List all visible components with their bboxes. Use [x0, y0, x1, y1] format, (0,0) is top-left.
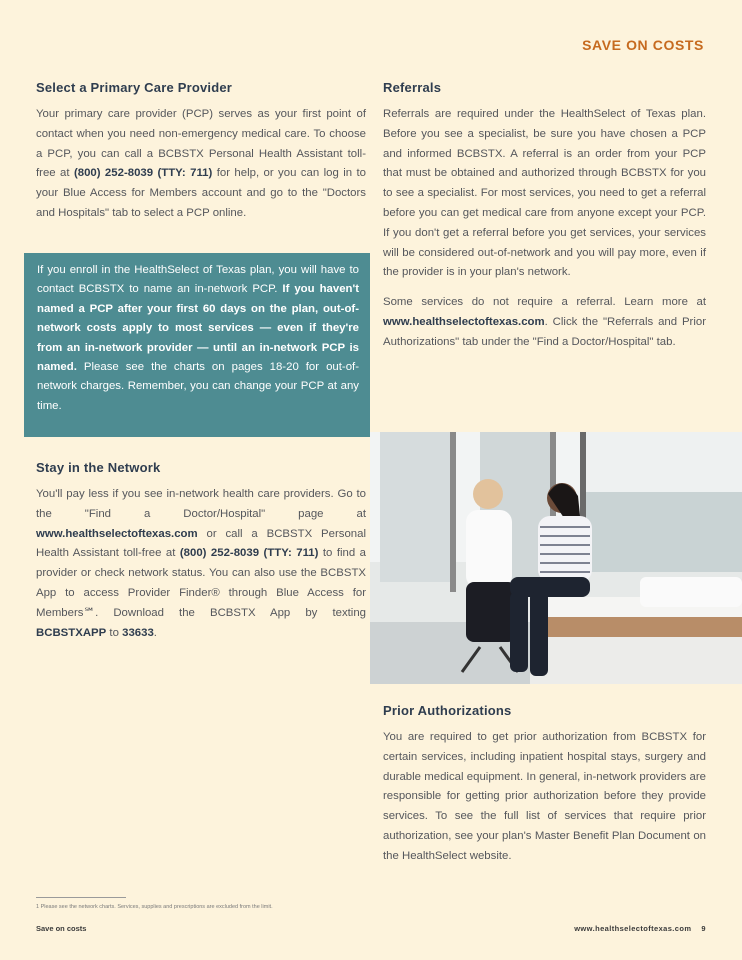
pcp-callout-box: [24, 253, 370, 437]
text-shortcode: 33633: [122, 626, 154, 639]
footer-right: [574, 924, 706, 933]
footnote-divider: [36, 897, 126, 898]
section-label: SAVE ON COSTS: [582, 37, 704, 53]
page-number: 9: [701, 924, 706, 933]
referrals-paragraph-1: Referrals are required under the HealthSelect of Texas plan. Before you see a specialist, be sure you have chosen a PCP and informed BCBSTX. A referral is an order from your PCP that must be obtained and authorized through BCBSTX for you to see a specialist. For most services, you need to get a referral before you can get medical care from anyone except your PCP. If you don't get a referral before you get services, your services will be considered out-of-network and you will pay more, even if the provider is in your plan's network.: [383, 108, 706, 279]
referrals-heading: Referrals: [383, 80, 442, 95]
prior-auth-section: [383, 703, 706, 867]
referrals-section: [383, 80, 706, 353]
website-link[interactable]: www.healthselectoftexas.com: [383, 315, 545, 328]
prior-auth-heading: Prior Authorizations: [383, 703, 512, 718]
footer-website-link[interactable]: www.healthselectoftexas.com: [574, 924, 692, 933]
footer-section-name: Save on costs: [36, 924, 87, 933]
network-heading: Stay in the Network: [36, 460, 161, 475]
referrals-paragraph-2: Some services do not require a referral. Learn more at www.healthselectoftexas.com. Click the "Referrals and Prior Authorizations" tab under the "Find a Doctor/Hospital" tab.: [383, 296, 706, 348]
network-paragraph: You'll pay less if you see in-network health care providers. Go to the "Find a Doctor/Hospital" page at www.healthselectoftexas.com or call a BCBSTX Personal Health Assistant toll-free at (800) 252-8039 (TTY: 711) to find a provider or check network status. You can also use the BCBSTX App to access Provider Finder® through Blue Access for Members℠. Download the BCBSTX App by texting BCBSTXAPP to 33633.: [36, 488, 366, 639]
callout-bold-text: If you haven't named a PCP after your first 60 days on the plan, out-of-network costs apply to most services — even if they're from an in-network provider — until an in-network PCP is named.: [37, 283, 359, 374]
primary-care-paragraph: Your primary care provider (PCP) serves as your first point of contact when you need non-emergency medical care. To choose a PCP, you can call a BCBSTX Personal Health Assistant toll-free at (800) 252-8039 (TTY: 711) for help, or you can log in to your Blue Access for Members account and go to the "Doctors and Hospitals" tab to select a PCP online.: [36, 108, 366, 219]
prior-auth-paragraph: You are required to get prior authorization from BCBSTX for certain services, including inpatient hospital stays, surgery and durable medical equipment. In general, in-network providers are responsible for getting prior authorization before they provide services. To see the full list of services that require prior authorization, see your plan's Master Benefit Plan Document on the HealthSelect website.: [383, 731, 706, 862]
footnote: 1 Please see the network charts. Services, supplies and prescriptions are excluded from the limit.: [36, 904, 273, 910]
phone-number[interactable]: (800) 252-8039 (TTY: 711): [73, 167, 213, 180]
primary-care-heading: Select a Primary Care Provider: [36, 80, 233, 95]
network-section: [36, 460, 366, 643]
website-link[interactable]: www.healthselectoftexas.com: [36, 527, 198, 540]
callout-text: If you enroll in the HealthSelect of Texas plan, you will have to contact BCBSTX to name an in-network PCP. If you haven't named a PCP after your first 60 days on the plan, out-of-network costs apply to most services — even if they're from an in-network provider — until an in-network PCP is named. Please see the charts on pages 18-20 for out-of-network charges. Remember, you can change your PCP at any time.: [37, 264, 359, 412]
phone-number[interactable]: (800) 252-8039 (TTY: 711): [179, 547, 319, 560]
text-keyword: BCBSTXAPP: [36, 626, 107, 639]
photo-illustration: [370, 432, 742, 684]
left-column: [36, 80, 366, 224]
doctor-patient-photo: [370, 432, 742, 684]
